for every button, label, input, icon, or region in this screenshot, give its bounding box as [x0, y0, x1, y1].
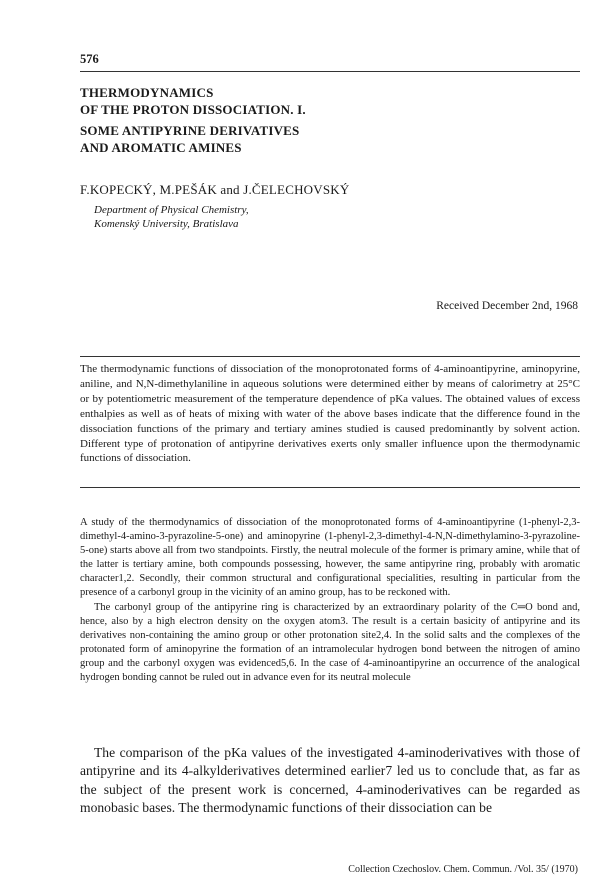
body-text-small	[80, 516, 580, 685]
top-rule	[80, 71, 580, 72]
body-paragraph-1: A study of the thermodynamics of dissociation of the monoprotonated forms of 4-aminoantipyrine (1-phenyl-2,3-dimethyl-4-amino-3-pyrazoline-5-one) and aminopyrine (1-phenyl-2,3-dimethyl-4-N,N-dimethylamino-3-pyrazoline-5-one) starts above all from two standpoints. Firstly, the neutral molecule of the former is primary amine, while that of the latter is tertiary amine, both compounds possessing, however, the same antipyrine ring, probably with aromatic character1,2. Secondly, their common structural and configurational specialities, resulting in particular from the presence of a carbonyl group in the vicinity of an amino group, has to be reckoned with.	[80, 517, 580, 599]
body-paragraph-2: The carbonyl group of the antipyrine ring is characterized by an extraordinary polarity of the C═O bond and, hence, also by a high electron density on the oxygen atom3. The result is a certain basicity of antipyrine and its derivatives non-containing the amino group or other protonation site2,4. In the solid salts and the complexes of the protonated form of aminopyrine the formation of an intramolecular hydrogen bond between the nitrogen of amino group and the carbonyl oxygen was evidenced5,6. In the case of 4-aminoantipyrine an occurrence of the analogical hydrogen bonding cannot be ruled out in advance even for its neutral molecule	[80, 601, 580, 684]
page-number: 576	[80, 52, 99, 66]
title-line-4: AND AROMATIC AMINES	[80, 140, 242, 155]
body-text-large	[80, 744, 580, 818]
affiliation	[94, 203, 249, 231]
received-date: Received December 2nd, 1968	[436, 300, 578, 312]
journal-footer: Collection Czechoslov. Chem. Commun. /Vol. 35/ (1970)	[348, 864, 578, 875]
title-line-1: THERMODYNAMICS	[80, 85, 214, 100]
abstract-bottom-rule	[80, 487, 580, 488]
affiliation-line-1: Department of Physical Chemistry,	[94, 204, 249, 216]
title-line-2: OF THE PROTON DISSOCIATION. I.	[80, 102, 306, 117]
body-paragraph-3: The comparison of the pKa values of the investigated 4-aminoderivatives with those of antipyrine and its 4-alkylderivatives determined earlier7 led us to conclude that, as far as the subject of the present work is concerned, 4-aminoderivatives can be regarded as monobasic bases. The thermodynamic functions of their dissociation can be	[80, 745, 580, 816]
affiliation-line-2: Komenský University, Bratislava	[94, 218, 239, 230]
abstract-top-rule	[80, 356, 580, 357]
authors: F.KOPECKÝ, M.PEŠÁK and J.ČELECHOVSKÝ	[80, 182, 350, 197]
article-title	[80, 84, 306, 156]
abstract: The thermodynamic functions of dissociation of the monoprotonated forms of 4-aminoantipyrine, aminopyrine, aniline, and N,N-dimethylaniline in aqueous solutions were determined either by means of calorimetry at 25°C or by potentiometric measurement of the temperature dependence of pKa values. The obtained values of excess enthalpies as well as of heats of mixing with water of the above bases indicate that the difference found in the dissociation functions of the primary and tertiary amines studied is caused predominantly by solvent action. Different type of protonation of antipyrine derivatives exerts only smaller influence upon the thermodynamic functions of dissociation.	[80, 363, 580, 465]
title-line-3: SOME ANTIPYRINE DERIVATIVES	[80, 123, 300, 138]
